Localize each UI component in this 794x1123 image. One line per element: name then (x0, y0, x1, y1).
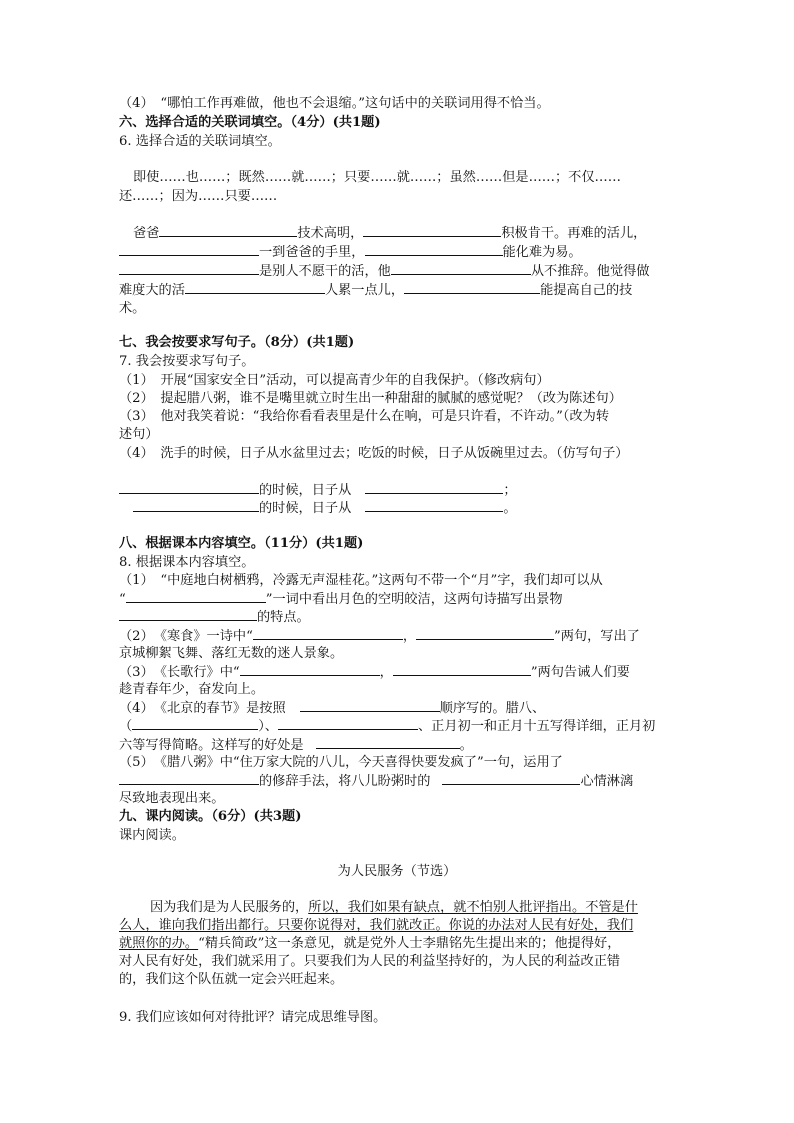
blank[interactable] (365, 243, 503, 256)
blank[interactable] (119, 481, 259, 494)
passage-line2: 么人，谁向我们指出都行。只要你说得对，我们就改正。你说的办法对人民有好处，我们 (119, 918, 634, 933)
blank[interactable] (404, 281, 540, 294)
s6-text-line3: 是别人不愿干的活，他 从不推辞。他觉得做 (119, 262, 650, 281)
blank[interactable] (132, 717, 258, 730)
blank[interactable] (391, 262, 531, 275)
s6-options-line1: 即使……也……；既然……就……；只要……就……；虽然……但是……；不仅…… (133, 170, 621, 185)
question-9: 9. 我们应该如何对待批评？请完成思维导图。 (119, 1010, 387, 1025)
s7-fill-line2: 的时候，日子从 。 (133, 499, 517, 518)
s7-fill-line1: 的时候，日子从 ； (119, 481, 517, 500)
blank[interactable] (416, 627, 554, 640)
s8-item1-line2: “ ”一词中看出月色的空明皎洁，这两句诗描写出景物 (119, 592, 563, 607)
s7-item1: （1） 开展“国家安全日”活动，可以提高青少年的自我保护。（修改病句） (119, 373, 550, 388)
blank[interactable] (159, 224, 297, 237)
blank[interactable] (119, 262, 259, 275)
s6-options-line2: 还……；因为……只要…… (119, 189, 278, 204)
passage-line4: 对人民有好处，我们就采用了。只要我们为人民的利益坚持好的，为人民的利益改正错 (119, 954, 621, 969)
s8-item4-line1: （4） 《北京的春节》是按照 顺序写的。腊八、 (119, 701, 546, 716)
s8-item5-line2: 的修辞手法，将八儿盼粥时的 心情淋漓 (119, 772, 633, 791)
s8-item1-line1: （1） “中庭地白树栖鸦，冷露无声湿桂花。”这两句不带一个“月”字，我们却可以从 (119, 573, 603, 588)
s7-item3-line1: （3） 他对我笑着说：“我给你看看表里是什么在响，可是只许看，不许动。”（改为转 (119, 409, 610, 424)
blank[interactable] (133, 499, 259, 512)
passage-line3: 就照你的办。“精兵简政”这一条意见，就是党外人士李鼎铭先生提出来的；他提得好， (119, 936, 621, 951)
s7-header: 七、我会按要求写句子。（8分）(共1题) (119, 335, 355, 350)
passage-title: 为人民服务（节选） (337, 864, 457, 879)
s8-item2-line2: 京城柳絮飞舞、落红无数的迷人景象。 (119, 646, 344, 661)
s7-item4: （4） 洗手的时候，日子从水盆里过去；吃饭的时候，日子从饭碗里过去。（仿写句子） (119, 446, 629, 461)
s8-item3-line2: 趁青春年少，奋发向上。 (119, 682, 265, 697)
s6-text-line1: 爸爸 技术高明， 积极肯干。再难的活儿， (133, 226, 647, 241)
blank[interactable] (185, 281, 325, 294)
s6-text-line4: 难度大的活 人累一点儿， 能提高自己的技 (119, 283, 633, 298)
s6-header: 六、选择合适的关联词填空。（4分）(共1题) (119, 115, 381, 130)
blank[interactable] (119, 243, 259, 256)
blank[interactable] (393, 663, 531, 676)
s6-text-line2: 一到爸爸的手里， 能化难为易。 (119, 243, 582, 262)
blank[interactable] (119, 772, 259, 785)
s7-item2: （2） 提起腊八粥，谁不是嘴里就立时生出一种甜甜的腻腻的感觉呢？（改为陈述句） (119, 391, 622, 406)
s8-header: 八、根据课本内容填空。（11分）(共1题) (119, 536, 364, 551)
s7-item3-line2: 述句） (119, 427, 159, 442)
blank[interactable] (278, 717, 418, 730)
s7-question: 7. 我会按要求写句子。 (119, 354, 255, 369)
blank[interactable] (240, 663, 380, 676)
s8-question: 8. 根据课本内容填空。 (119, 555, 255, 570)
s6-question: 6. 选择合适的关联词填空。 (119, 134, 281, 149)
s9-header: 九、课内阅读。（6分）(共3题) (119, 809, 302, 824)
s8-item5-line3: 尽致地表现出来。 (119, 791, 225, 806)
blank[interactable] (126, 590, 266, 603)
s9-sub: 课内阅读。 (119, 828, 185, 843)
blank[interactable] (365, 499, 503, 512)
blank[interactable] (363, 224, 501, 237)
blank[interactable] (300, 699, 440, 712)
s8-item1-line3: 的特点。 (119, 608, 310, 627)
s8-item3-line1: （3） 《长歌行》中“ ， ”两句告诫人们要 (119, 665, 630, 680)
s8-item2-line1: （2） 《寒食》一诗中“ ， ”两句，写出了 (119, 629, 640, 644)
s6-text-line5: 术。 (119, 301, 146, 316)
s8-item4-line2: （ ）、 、正月初一和正月十五写得详细，正月初 (119, 719, 656, 734)
passage-line5: 的，我们这个队伍就一定会兴旺起来。 (119, 972, 344, 987)
s8-item4-line3: 六等写得简略。这样写的好处是 。 (119, 738, 473, 753)
passage-line1: 因为我们是为人民服务的，所以，我们如果有缺点，就不怕别人批评指出。不管是什 (150, 900, 638, 915)
blank[interactable] (253, 627, 403, 640)
blank[interactable] (316, 736, 460, 749)
blank[interactable] (365, 481, 503, 494)
blank[interactable] (119, 608, 257, 621)
s8-item5-line1: （5） 《腊八粥》中“住万家大院的八儿，今天喜得快要发疯了”一句，运用了 (119, 755, 563, 770)
blank[interactable] (442, 772, 580, 785)
s5-item4: （4） “哪怕工作再难做，他也不会退缩。”这句话中的关联词用得不恰当。 (119, 96, 550, 111)
